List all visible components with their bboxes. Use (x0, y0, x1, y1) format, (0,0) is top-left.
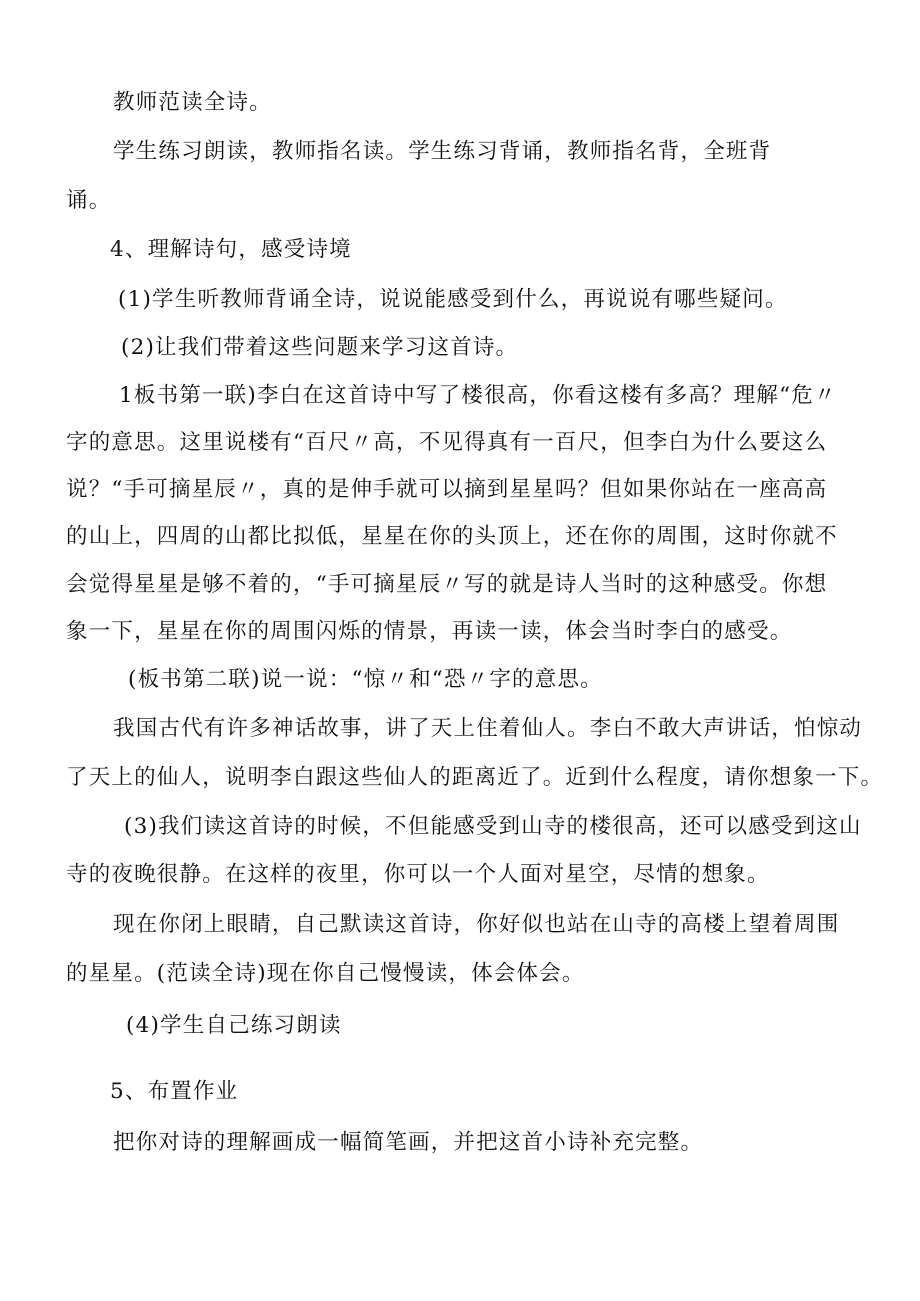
paragraph-homework-line: 把你对诗的理解画成一幅简笔画，并把这首小诗补充完整。 (113, 1130, 704, 1155)
paragraph-step-3-line: 寺的夜晚很静。在这样的夜里，你可以一个人面对星空，尽情的想象。 (66, 862, 770, 887)
paragraph-step-2-line: (2)让我们带着这些问题来学习这首诗。 (121, 335, 519, 360)
paragraph-couplet-1-line: 的山上，四周的山都比拟低，星星在你的头顶上，还在你的周围，这时你就不 (66, 524, 838, 549)
paragraph-couplet-2-line: (板书第二联)说一说：“惊〃和“恐〃字的意思。 (128, 667, 603, 692)
paragraph-myths-line: 了天上的仙人，说明李白跟这些仙人的距离近了。近到什么程度，请你想象一下。 (66, 765, 884, 790)
paragraph-teacher-reads-line: 教师范读全诗。 (113, 90, 272, 115)
paragraph-couplet-1-line: 字的意思。这里说楼有“百尺〃高，不见得真有一百尺，但李白为什么要这么 (66, 430, 828, 455)
paragraph-student-practice-line: 学生练习朗读，教师指名读。学生练习背诵，教师指名背，全班背 (113, 139, 772, 164)
section-heading-5: 5、布置作业 (110, 1079, 239, 1104)
paragraph-couplet-1-line: 象一下，星星在你的周围闪烁的情景，再读一读，体会当时李白的感受。 (66, 619, 793, 644)
paragraph-couplet-1-line: 说？“手可摘星辰〃，真的是伸手就可以摘到星星吗？但如果你站在一座高高 (66, 477, 828, 502)
section-heading-4: 4、理解诗句，感受诗境 (110, 237, 352, 262)
paragraph-step-1-line: (1)学生听教师背诵全诗，说说能感受到什么，再说说有哪些疑问。 (118, 287, 788, 312)
paragraph-close-eyes-line: 的星星。(范读全诗)现在你自己慢慢读，体会体会。 (66, 961, 585, 986)
paragraph-couplet-1-line: 会觉得星星是够不着的，“手可摘星辰〃写的就是诗人当时的这种感受。你想 (66, 572, 828, 597)
paragraph-step-3-line: (3)我们读这首诗的时候，不但能感受到山寺的楼很高，还可以感受到这山 (124, 814, 862, 839)
paragraph-student-practice-line: 诵。 (66, 188, 112, 213)
paragraph-step-4-line: (4)学生自己练习朗读 (126, 1013, 342, 1038)
paragraph-close-eyes-line: 现在你闭上眼睛，自己默读这首诗，你好似也站在山寺的高楼上望着周围 (113, 912, 840, 937)
paragraph-myths-line: 我国古代有许多神话故事，讲了天上住着仙人。李白不敢大声讲话，怕惊动 (113, 716, 863, 741)
paragraph-couplet-1-line: 1板书第一联)李白在这首诗中写了楼很高，你看这楼有多高？理解“危〃 (119, 383, 837, 408)
